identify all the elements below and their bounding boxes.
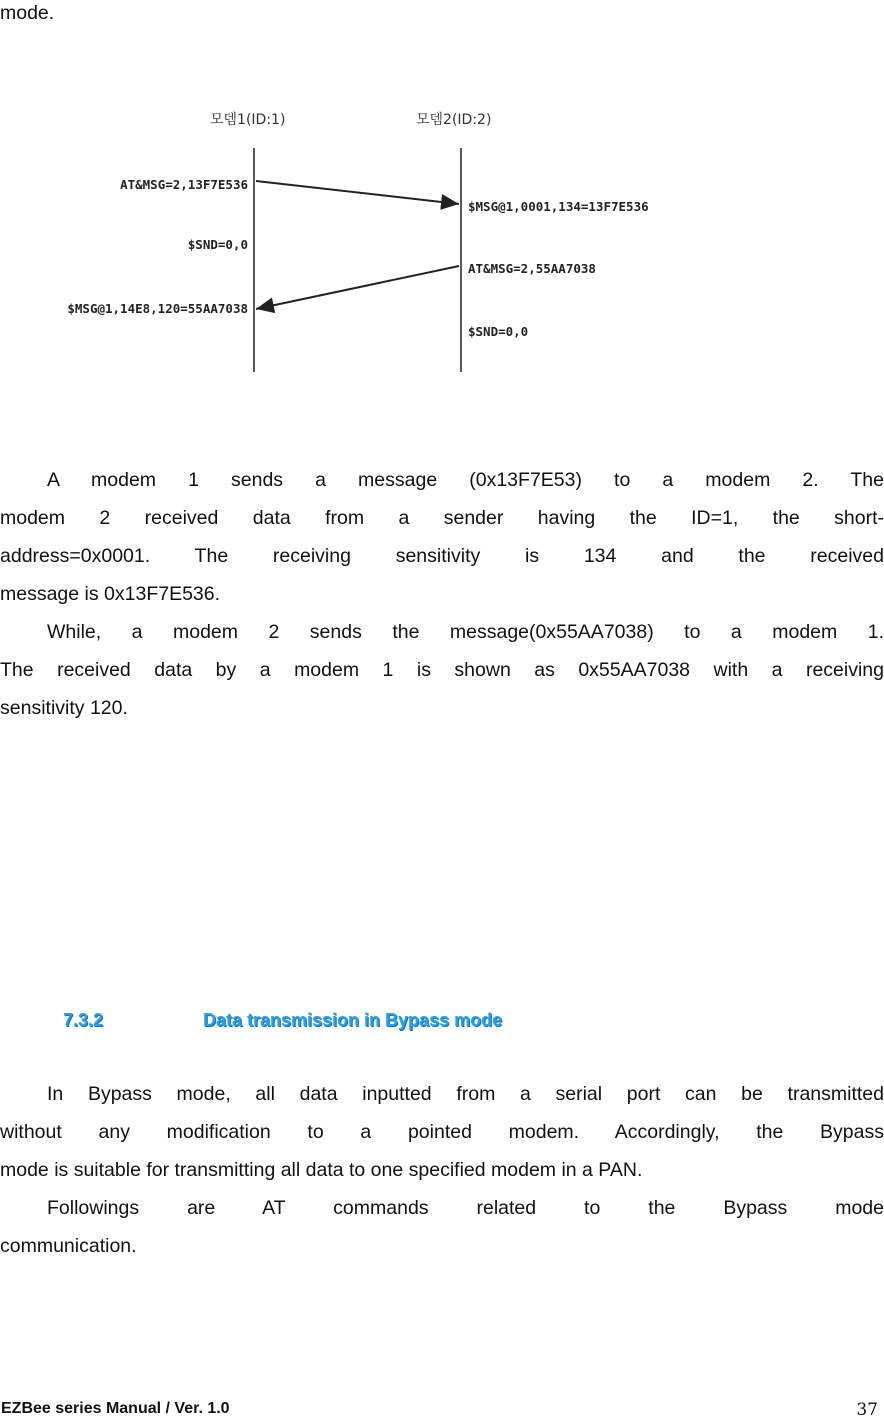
sequence-diagram (50, 100, 690, 390)
para3-line3: mode is suitable for transmitting all data to one specified modem in a PAN. (0, 1159, 643, 1181)
right-label-2: AT&MSG=2,55AA7038 (468, 261, 596, 276)
para3-line2: without any modification to a pointed modem. Accordingly, the Bypass (0, 1121, 884, 1143)
left-label-1: AT&MSG=2,13F7E536 (120, 177, 248, 192)
section-number: 7.3.2 (63, 1010, 104, 1030)
left-label-2: $SND=0,0 (187, 237, 248, 252)
para3-line1: In Bypass mode, all data inputted from a serial port can be transmitted (47, 1083, 884, 1105)
left-label-3: $MSG@1,14E8,120=55AA7038 (67, 301, 248, 316)
para1-line4: message is 0x13F7E536. (0, 583, 221, 605)
para1-line3: address=0x0001. The receiving sensitivity is 134 and the received (0, 545, 884, 567)
para1-line2: modem 2 received data from a sender having the ID=1, the short- (0, 507, 884, 529)
footer-manual-title: EZBee series Manual / Ver. 1.0 (1, 1400, 230, 1417)
page-number: 37 (856, 1400, 878, 1420)
para1-line1: A modem 1 sends a message (0x13F7E53) to a modem 2. The (47, 469, 884, 491)
para2-line2: The received data by a modem 1 is shown as 0x55AA7038 with a receiving (0, 659, 884, 681)
modem2-header: 모뎀2(ID:2) (416, 112, 492, 128)
right-label-1: $MSG@1,0001,134=13F7E536 (468, 199, 649, 214)
right-label-3: $SND=0,0 (468, 324, 529, 339)
para4-line2: communication. (0, 1235, 137, 1257)
modem1-header: 모뎀1(ID:1) (210, 112, 286, 128)
para2-line3: sensitivity 120. (0, 697, 128, 719)
section-title: Data transmission in Bypass mode (203, 1010, 503, 1030)
arrow-modem1-to-modem2 (256, 181, 459, 204)
para4-line1: Followings are AT commands related to the Bypass mode (47, 1197, 884, 1219)
continuation-text: mode. (0, 2, 55, 24)
arrow-modem2-to-modem1 (256, 266, 459, 309)
para2-line1: While, a modem 2 sends the message(0x55AA7038) to a modem 1. (47, 621, 884, 643)
